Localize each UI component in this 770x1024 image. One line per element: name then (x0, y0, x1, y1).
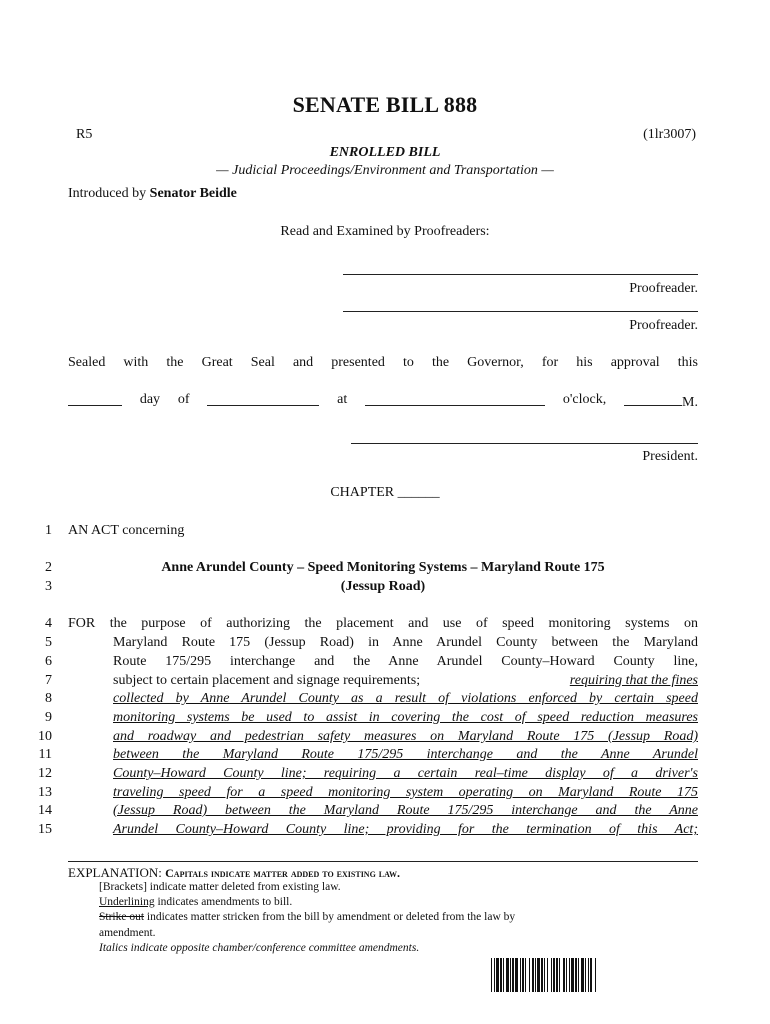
line-number: 13 (38, 785, 52, 800)
line-number: 1 (45, 523, 52, 538)
line-number: 12 (38, 766, 52, 781)
line-number: 2 (45, 560, 52, 575)
barcode (491, 958, 681, 992)
purpose-line-10: and roadway and pedestrian safety measures on Maryland Route 175 (Jessup Road) (113, 729, 698, 744)
m-word: M. (682, 395, 698, 410)
chapter-line: CHAPTER ______ (330, 485, 440, 500)
bill-code-right: (1lr3007) (643, 127, 696, 142)
bill-subject-line-2: (Jessup Road) (340, 579, 426, 594)
purpose-line-15: Arundel County–Howard County line; providing for the termination of this Act; (113, 822, 698, 837)
president-signature-line (351, 443, 698, 444)
purpose-line-7-amendment: requiring that the fines (569, 673, 698, 688)
purpose-line-13: traveling speed for a speed monitoring system operating on Maryland Route 175 (113, 785, 698, 800)
explanation-strike (99, 911, 515, 923)
line-number: 5 (45, 635, 52, 650)
of-word: of (177, 392, 190, 407)
line-number: 7 (45, 673, 52, 688)
footer-rule (68, 861, 698, 862)
explanation-strike-cont: amendment. (99, 927, 156, 939)
sponsor-name: Senator Beidle (149, 186, 237, 201)
purpose-line-6: Route 175/295 interchange and the Anne Arundel County–Howard County line, (113, 654, 698, 669)
sealed-statement: Sealed with the Great Seal and presented to the Governor, for his approval this (68, 355, 698, 370)
line-number: 9 (45, 710, 52, 725)
proofreader-label-2: Proofreader. (629, 318, 698, 333)
purpose-line-8: collected by Anne Arundel County as a result of violations enforced by certain speed (113, 691, 698, 706)
line-number: 11 (38, 747, 52, 762)
bill-title: SENATE BILL 888 (292, 92, 478, 117)
act-concerning: AN ACT concerning (68, 523, 185, 538)
day-blank (68, 392, 122, 406)
explanation-underlining (99, 896, 292, 908)
introduced-prefix: Introduced by (68, 186, 147, 201)
line-number: 8 (45, 691, 52, 706)
proofreader-label-1: Proofreader. (629, 281, 698, 296)
read-examined-label: Read and Examined by Proofreaders: (280, 224, 490, 239)
purpose-line-7 (113, 673, 698, 689)
strike-word: Strike out (99, 911, 145, 923)
underlining-word: Underlining (99, 896, 155, 908)
purpose-line-5: Maryland Route 175 (Jessup Road) in Anne Arundel County between the Maryland (113, 635, 698, 650)
brackets-text: indicate matter deleted from existing law. (149, 881, 341, 893)
line-number: 4 (45, 616, 52, 631)
underlining-text: indicates amendments to bill. (157, 896, 293, 908)
proofreader-signature-line-1 (343, 274, 698, 275)
day-word: day (139, 392, 161, 407)
purpose-line-9: monitoring systems be used to assist in covering the cost of speed reduction measures (113, 710, 698, 725)
purpose-line-12: County–Howard County line; requiring a certain real–time display of a driver's (113, 766, 698, 781)
purpose-line-14: (Jessup Road) between the Maryland Route 175/295 interchange and the Anne (113, 803, 698, 818)
at-word: at (337, 392, 348, 407)
purpose-line-11: between the Maryland Route 175/295 interchange and the Anne Arundel (113, 747, 698, 762)
line-number: 10 (38, 729, 52, 744)
explanation-caps: Capitals indicate matter added to existing law. (165, 866, 401, 880)
month-blank (207, 392, 319, 406)
line-number: 15 (38, 822, 52, 837)
purpose-line-4: FOR the purpose of authorizing the placement and use of speed monitoring systems on (68, 616, 698, 631)
bill-code-left: R5 (76, 127, 93, 142)
bill-subject-line-1: Anne Arundel County – Speed Monitoring Systems – Maryland Route 175 (161, 560, 605, 575)
time-blank (365, 392, 545, 406)
president-label: President. (642, 449, 698, 464)
explanation-heading (68, 865, 400, 881)
purpose-line-7-plain: subject to certain placement and signage requirements; (113, 673, 421, 688)
explanation-label: EXPLANATION: (68, 865, 162, 880)
brackets-word: [Brackets] (99, 881, 147, 893)
explanation-brackets (99, 881, 341, 893)
ampm-blank (624, 392, 682, 406)
explanation-italics: Italics indicate opposite chamber/conference committee amendments. (99, 942, 420, 954)
introduced-by (68, 186, 237, 202)
line-number: 6 (45, 654, 52, 669)
line-number: 14 (38, 803, 52, 818)
strike-text: indicates matter stricken from the bill by amendment or deleted from the law by (146, 911, 516, 923)
oclock-word: o'clock, (562, 392, 607, 407)
proofreader-signature-line-2 (343, 311, 698, 312)
line-number: 3 (45, 579, 52, 594)
committees-line: — Judicial Proceedings/Environment and Transportation — (216, 163, 554, 178)
date-time-line (68, 392, 698, 411)
enrolled-label: ENROLLED BILL (329, 145, 441, 160)
